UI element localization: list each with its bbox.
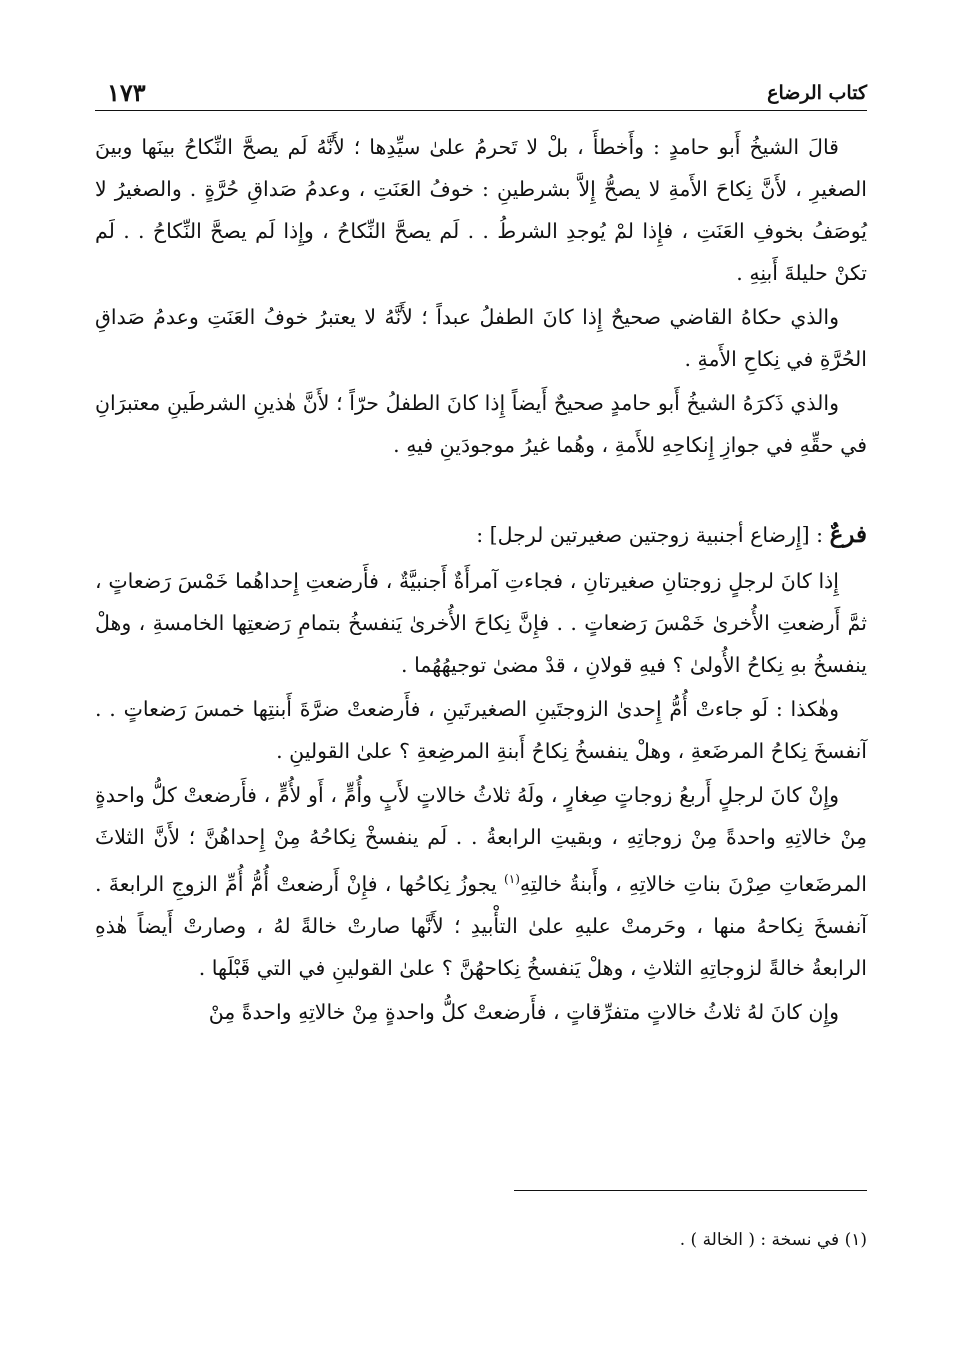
section-paragraph-3 (95, 774, 867, 989)
section-gap (95, 474, 867, 514)
page-header (95, 70, 867, 111)
footnote-divider (514, 1190, 867, 1191)
paragraph-3: والذي ذَكرَهُ الشيخُ أَبو حامدٍ صحيحٌ أَيضاً إِذا كانَ الطفلُ حرّاً ؛ لأَنَّ هٰذينِ الشرطَينِ معتبرَانِ في حقِّهِ في جوازِ إِنكاحِهِ للأَمةِ ، وهُما غيرُ موجودَينِ فيهِ . (95, 391, 867, 457)
document-page (95, 70, 867, 1340)
section-paragraph-1: إِذا كانَ لرجلٍ زوجتانِ صغيرتانِ ، فجاءتِ آمرأَةٌ أَجنبيَّةٌ ، فأَرضعتِ إِحداهُما خَمْسَ رَضعاتٍ ، ثمَّ أَرضعتِ الأُخرىٰ خَمْسَ رَضعاتٍ . . فإِنَّ نِكاحَ الأُخرىٰ يَنفسخُ بتمامِ رَضعتِها الخامسةِ ، وهلْ ينفسخُ بهِ نِكاحُ الأُولىٰ ؟ فيهِ قولانِ ، قدْ مضىٰ توجيهُهُما . (95, 569, 867, 677)
section-paragraph-4: وإِن كانَ لهُ ثلاثُ خالاتٍ متفرِّقاتٍ ، فأَرضعتْ كلُّ واحدةٍ مِنْ خالاتِهِ واحدةً مِنْ (208, 999, 839, 1024)
section-paragraph-3-continuation: يجوزُ نِكاحُها ، فإِنْ أَرضعتْ أُمُّ أُمِّ الزوجِ الرابعةَ . آنفسخَ نِكاحهُ منها ، وحَرمتْ عليهِ علىٰ التأْبيدِ ؛ لأَنَّها صارتْ خالةً لهُ ، وصارتْ أَيضاً هٰذهِ الرابعةُ خالةً لزوجاتِهِ الثلاثِ ، وهلْ يَنفسخُ نِكاحهُنَّ ؟ علىٰ القولينِ في التي قَبْلَها . (95, 871, 867, 980)
section-paragraph-2: وهٰكذا : لَو جاءتْ أُمُّ إِحدىٰ الزوجتَينِ الصغيرتَينِ ، فأَرضعتْ ضرَّةَ أَبنتِها خمسَ رَضعاتٍ . . آنفسخَ نِكاحُ المرضَعةِ ، وهلْ ينفسخُ نِكاحُ أَبنةِ المرضِعةِ ؟ علىٰ القولينِ . (95, 697, 867, 763)
paragraph-2: والذي حكاهُ القاضي صحيحٌ إِذا كانَ الطفلُ عبداً ؛ لأَنَّهُ لا يعتبرُ خوفُ العَنَتِ وعدمُ صَداقِ الحُرَّةِ في نِكاحِ الأَمةِ . (95, 305, 867, 371)
running-title: كتاب الرضاع (767, 82, 867, 104)
section-heading (95, 514, 867, 556)
page-number: ١٧٣ (107, 78, 146, 107)
paragraph-1: قالَ الشيخُ أَبو حامدٍ : وأَخطأَ ، بلْ لا تَحرمُ علىٰ سيِّدِها ؛ لأَنَّهُ لَم يصحَّ النِّكاحُ بينَها وبينَ الصغيرِ ، لأَنَّ نِكاحَ الأَمةِ لا يصحُّ إِلاَّ بشرطينِ : خوفُ العَنَتِ ، وعدمُ صَداقِ حُرَّةٍ . والصغيرُ لا يُوصَفُ بخوفِ العَنَتِ ، فإِذا لمْ يُوجدِ الشرطُ . . لَم يصحَّ النِّكاحُ ، وإِذا لَم يصحَّ النِّكاحُ . . لَم تكنْ حليلةَ أَبنِهِ . (95, 135, 867, 285)
section-label: فرعٌ (829, 521, 867, 548)
section-title: : [إِرضاع أجنبية زوجتين صغيرتين لرجل] : (476, 523, 824, 547)
footnote: (١) في نسخة : ( الخالة ) . (679, 1230, 867, 1250)
body-text (95, 126, 867, 1041)
footnote-marker: (١) (504, 872, 520, 886)
section-paragraph-3-text: وإِنْ كانَ لرجلٍ أَربعُ زوجاتٍ صِغارٍ ، ولَهُ ثلاثُ خالاتٍ لأَبٍ وأُمٍّ ، أَو لأُمٍّ ، فأَرضعتْ كلُّ واحدةٍ مِنْ خالاتِهِ واحدةً مِنْ زوجاتِهِ ، وبقيتِ الرابعةُ . . لَم ينفسخْ نِكاحُهُ مِنْ إِحداهُنَّ ؛ لأَنَّ الثلاثَ المرضَعاتِ صِرْنَ بناتِ خالاتِهِ ، وأَبنةُ خالتِهِ (95, 783, 867, 896)
